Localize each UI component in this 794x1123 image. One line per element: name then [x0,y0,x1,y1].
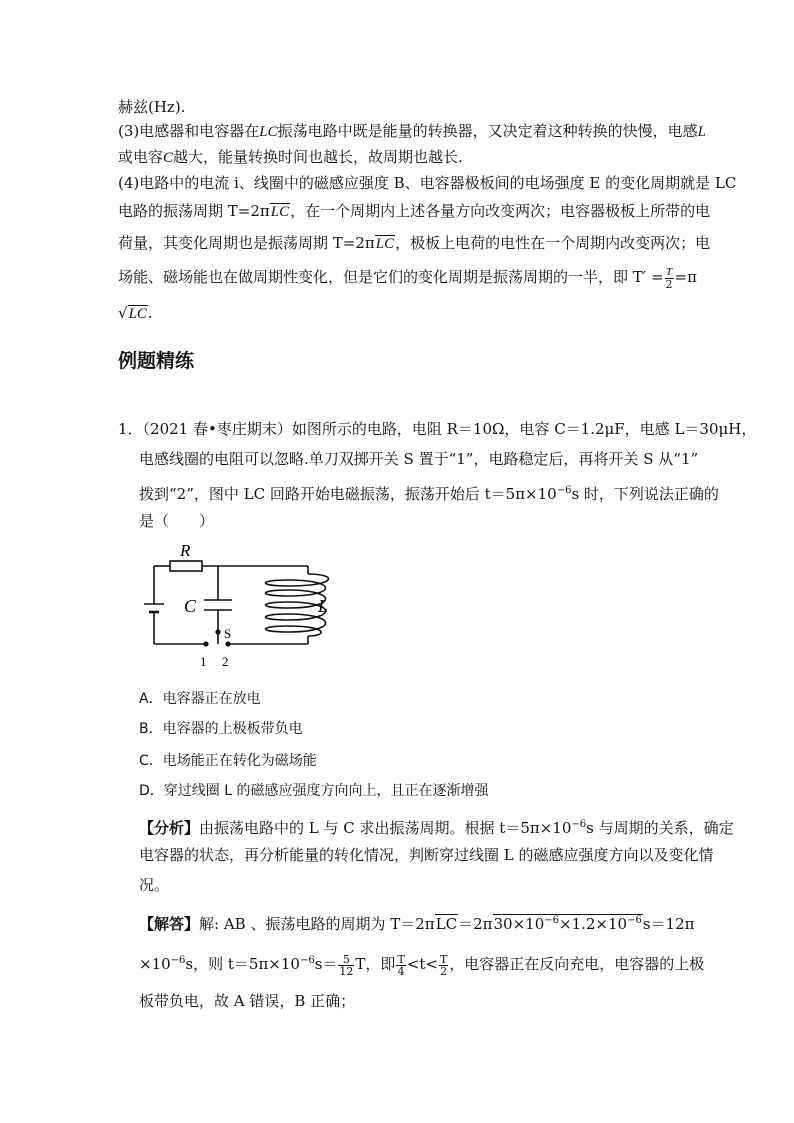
option-c[interactable]: C．电场能正在转化为磁场能 [139,753,317,769]
paragraph-3-line-2: 或电容C越大，能量转换时间也越长，故周期也越长. [118,148,463,166]
paragraph-4-line-3: 荷量，其变化周期也是振荡周期 T=2πLC，极板上电荷的电性在一个周期内改变两次；电 [118,234,711,252]
section-heading: 例题精练 [118,350,195,372]
option-a[interactable]: A．电容器正在放电 [139,691,261,707]
paragraph-3-line-1: (3)电感器和电容器在LC振荡电路中既是能量的转换器，又决定着这种转换的快慢，电感L [118,122,706,140]
analysis-line-2: 电容器的状态，再分析能量的转化情况，判断穿过线圈 L 的磁感应强度方向以及变化情 [139,846,714,864]
solution-line-2: $\times 10^{-6}s$，则 $t=5\pi\times 10^{-6}s=$ $\frac{5}{12}$ T，即 $\frac{T}{4}$ <t< $\frac{T}{2}$ ，电容器正在反向充电，电容器的上极 [139,952,705,978]
paragraph-4-line-2: 电路的振荡周期 T=2πLC，在一个周期内上述各量方向改变两次；电容器极板上所带的电 [118,202,711,220]
option-d[interactable]: D．穿过线圈 L 的磁感应强度方向向上，且正在逐渐增强 [139,783,489,799]
resistor-label: R [180,541,191,560]
terminal-2-label: 2 [222,654,229,669]
option-b[interactable]: B．电容器的上极板带负电 [139,721,303,737]
terminal-1-label: 1 [200,654,207,669]
solution-line-1: 【解答】解: AB 、振荡电路的周期为 $T=2\pi LC=2\pi 30\times 10^{-6}\times 1.2\times 10^{-6}s=12\pi$ [139,915,695,933]
paragraph-4-line-1: (4)电路中的电流 i、线圈中的磁感应强度 B、电容器极板间的电场强度 E 的变化周期就是 LC [118,174,737,192]
analysis-tag: 【分析】 [139,819,200,837]
question-1-line-1: 1．（2021 春•枣庄期末）如图所示的电路，电阻 R＝10Ω，电容 C＝1.2μF，电感 L＝30μH， [118,420,757,438]
paragraph-4-line-4: 场能、磁场能也在做周期性变化，但是它们的变化周期是振荡周期的一半，即 T′ = $\frac{T}{2}$ =π [118,265,697,291]
switch-label: S [224,626,232,641]
capacitor-label: C [184,596,197,616]
question-1-line-3: 拨到“2”，图中 LC 回路开始电磁振荡，振荡开始后 $t=5\pi\times 10^{-6}s$ 时，下列说法正确的 [139,485,719,503]
question-1-line-2: 电感线圈的电阻可以忽略.单刀双掷开关 S 置于“1”，电路稳定后，再将开关 S 从“1” [139,450,699,468]
inductor-label: L [318,596,329,616]
question-1-line-4: 是（ ） [139,512,215,530]
analysis-line-1: 【分析】由振荡电路中的 L 与 C 求出振荡周期。根据 $t=5\pi\times 10^{-6}s$ 与周期的关系，确定 [139,819,734,837]
solution-line-3: 板带负电，故 A 错误，B 正确； [139,992,356,1010]
analysis-line-3: 况。 [139,876,170,894]
solution-tag: 【解答】 [139,915,200,933]
paragraph-4-line-5: √LC. [118,304,153,322]
text-line: 赫兹(Hz). [118,98,186,116]
lc-circuit-diagram [138,540,348,680]
